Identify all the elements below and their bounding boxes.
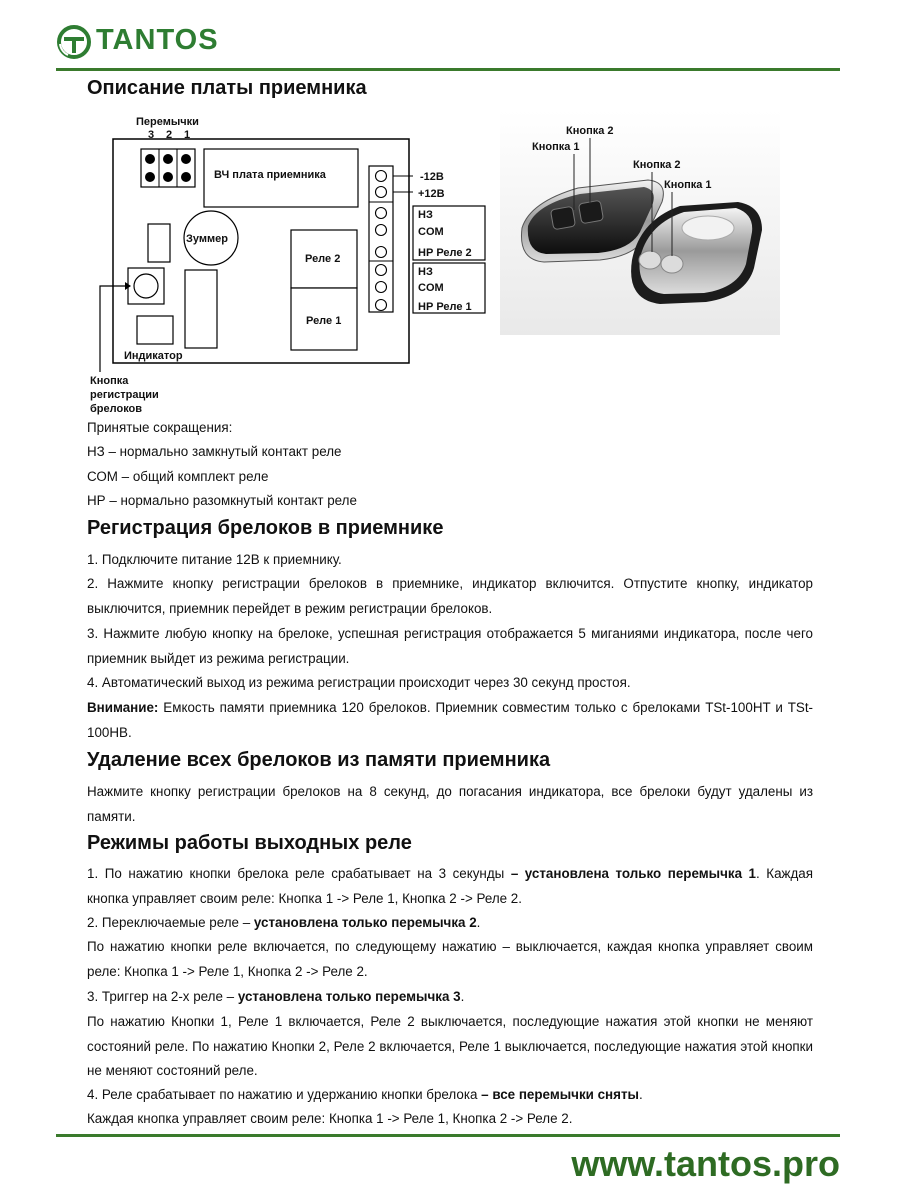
- component-box: [148, 224, 170, 262]
- registration-step-2: 2. Нажмите кнопку регистрации брелоков в приемнике, индикатор включится. Отпустите кнопку, индикатор выключится, приемник перейдет в режим регистрации брелоков.: [87, 576, 813, 616]
- tantos-logo: [56, 22, 246, 62]
- jumper-number-3: 3: [148, 129, 155, 141]
- abbreviation-nc: НЗ – нормально замкнутый контакт реле: [87, 444, 342, 459]
- receiver-board-diagram: [80, 108, 500, 418]
- footer-website-url[interactable]: www.tantos.pro: [571, 1143, 840, 1184]
- indicator-label: Индикатор: [124, 350, 183, 362]
- terminal-plus12: +12В: [418, 188, 445, 200]
- mode3-tail: .: [460, 989, 465, 1004]
- terminal-no-a: НР Реле 2: [418, 247, 472, 259]
- terminal-com-b: COM: [418, 282, 444, 294]
- rf-board-label: ВЧ плата приемника: [214, 169, 326, 181]
- delete-all-text: Нажмите кнопку регистрации брелоков на 8 секунд, до погасания индикатора, все брелоки будут удалены из памяти.: [87, 784, 813, 824]
- tantos-logo-icon: [56, 24, 92, 60]
- mode2-bold: установлена только перемычка 2: [253, 915, 477, 930]
- section-title-board: Описание платы приемника: [87, 77, 367, 99]
- warning-label: Внимание:: [87, 700, 159, 715]
- terminal-nc-b: НЗ: [418, 266, 433, 278]
- mode4-bold: – все перемычки сняты: [481, 1087, 639, 1102]
- abbreviation-com: СОМ – общий комплект реле: [87, 469, 269, 484]
- button-label-line1: Кнопка: [90, 375, 129, 387]
- mode4-tail: .: [638, 1087, 643, 1102]
- photo-label-black-btn2: Кнопка 2: [566, 125, 614, 137]
- photo-label-silver-btn1: Кнопка 1: [664, 179, 712, 191]
- component-long: [185, 270, 217, 348]
- terminal-minus12: -12В: [420, 171, 444, 183]
- photo-label-black-btn1: Кнопка 1: [532, 141, 580, 153]
- section-title-delete: Удаление всех брелоков из памяти приемника: [87, 749, 551, 771]
- relay-mode-2: [87, 911, 813, 936]
- jumper-number-1: 1: [184, 129, 191, 141]
- button-label-line3: брелоков: [90, 403, 143, 415]
- terminal-no-b: НР Реле 1: [418, 301, 472, 313]
- section-title-registration: Регистрация брелоков в приемнике: [87, 517, 444, 539]
- relay-mode-2-desc: По нажатию кнопки реле включается, по следующему нажатию – выключается, каждая кнопка управляет своим реле: Кнопка 1 -> Реле 1, Кнопка 2 -> Реле 2.: [87, 939, 813, 979]
- abbreviation-no: НР – нормально разомкнутый контакт реле: [87, 493, 357, 508]
- indicator-led: [137, 316, 173, 344]
- relay-mode-4: [87, 1083, 813, 1108]
- key-fob-photo: [500, 110, 780, 335]
- section-title-relay-modes: Режимы работы выходных реле: [87, 832, 412, 854]
- mode3-text: 3. Триггер на 2-х реле –: [87, 989, 238, 1004]
- relay1-label: Реле 1: [306, 315, 342, 327]
- abbreviations-title: Принятые сокращения:: [87, 420, 233, 435]
- jumper-number-2: 2: [166, 129, 173, 141]
- mode1-tail: . Каждая кнопка управляет своим реле: Кнопка 1 -> Реле 1, Кнопка 2 -> Реле 2.: [87, 866, 813, 906]
- relay-mode-4-desc: Каждая кнопка управляет своим реле: Кнопка 1 -> Реле 1, Кнопка 2 -> Реле 2.: [87, 1111, 573, 1126]
- registration-step-1: 1. Подключите питание 12В к приемнику.: [87, 552, 342, 567]
- relay-mode-3: [87, 985, 813, 1010]
- terminal-nc-a: НЗ: [418, 209, 433, 221]
- registration-step-4: 4. Автоматический выход из режима регистрации происходит через 30 секунд простоя.: [87, 675, 631, 690]
- photo-label-silver-btn2: Кнопка 2: [633, 159, 681, 171]
- jumpers-label: Перемычки: [136, 116, 199, 128]
- relay-mode-1: [87, 862, 813, 911]
- mode4-text: 4. Реле срабатывает по нажатию и удержанию кнопки брелока: [87, 1087, 482, 1102]
- footer-divider: [56, 1134, 840, 1137]
- registration-step-3: 3. Нажмите любую кнопку на брелоке, успешная регистрация отображается 5 миганиями индикатора, после чего приемник выйдет из режима регистрации.: [87, 626, 813, 666]
- relay-mode-3-desc: По нажатию Кнопки 1, Реле 1 включается, Реле 2 выключается, последующие нажатия этой кнопки не меняют состояний реле. По нажатию Кнопки 2, Реле 2 включается, Реле 1 выключается, последующие нажатия этой кнопки не меняют состояний реле.: [87, 1014, 813, 1078]
- relay2-label: Реле 2: [305, 253, 341, 265]
- warning-text: Емкость памяти приемника 120 брелоков. Приемник совместим только с брелоками TSt-100HT и TSt-100HB.: [87, 700, 813, 740]
- mode1-text: 1. По нажатию кнопки брелока реле срабатывает на 3 секунды: [87, 866, 511, 881]
- registration-warning: [87, 696, 813, 745]
- buzzer-label: Зуммер: [186, 233, 228, 245]
- mode3-bold: установлена только перемычка 3: [237, 989, 461, 1004]
- logo-text: TANTOS: [96, 24, 219, 56]
- header-divider: [56, 68, 840, 71]
- mode2-text: 2. Переключаемые реле –: [87, 915, 254, 930]
- terminal-com-a: COM: [418, 226, 444, 238]
- mode2-tail: .: [476, 915, 481, 930]
- button-label-line2: регистрации: [90, 389, 159, 401]
- mode1-bold: – установлена только перемычка 1: [510, 866, 757, 881]
